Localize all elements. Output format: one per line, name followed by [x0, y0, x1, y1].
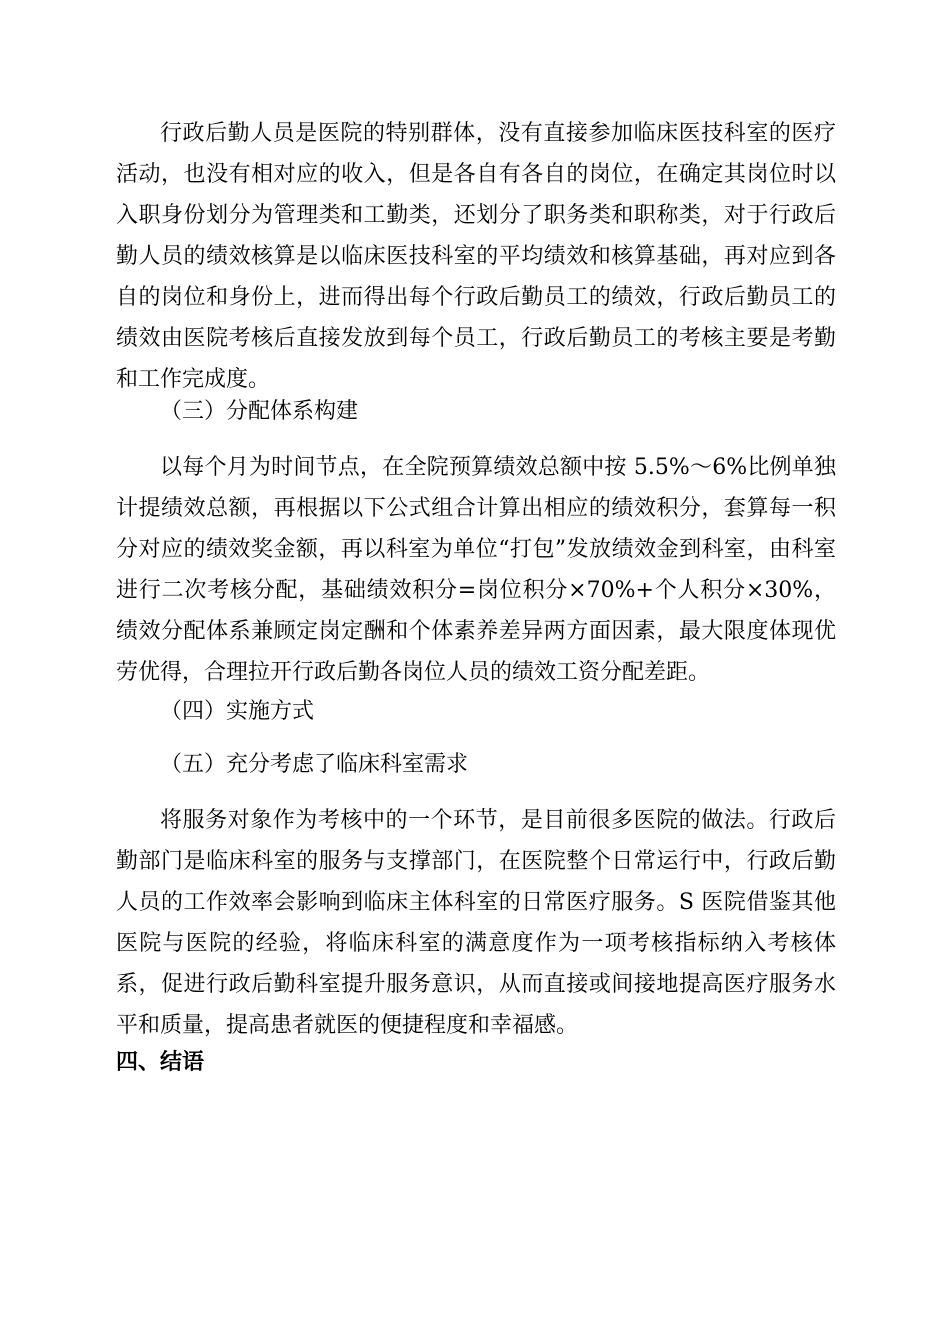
subheading-distribution-system: （三）分配体系构建	[160, 399, 359, 424]
paragraph-performance-accounting: 行政后勤人员是医院的特别群体，没有直接参加临床医技科室的医疗活动，也没有相对应的收入，但是各自有各自的岗位，在确定其岗位时以入职身份划分为管理类和工勤类，还划分了职务类和职称类，对于行政后勤人员的绩效核算是以临床医技科室的平均绩效和核算基础，再对应到各自的岗位和身份上，进而得出每个行政后勤员工的绩效，行政后勤员工的绩效由医院考核后直接发放到每个员工，行政后勤员工的考核主要是考勤和工作完成度。	[116, 121, 836, 392]
subheading-clinical-needs: （五）充分考虑了临床科室需求	[160, 752, 469, 777]
paragraph-service-evaluation: 将服务对象作为考核中的一个环节，是目前很多医院的做法。行政后勤部门是临床科室的服务与支撑部门，在医院整个日常运行中，行政后勤人员的工作效率会影响到临床主体科室的日常医疗服务。S 医院借鉴其他医院与医院的经验，将临床科室的满意度作为一项考核指标纳入考核体系，促进行政后勤科室提升服务意识，从而直接或间接地提高医疗服务水平和质量，提高患者就医的便捷程度和幸福感。	[116, 808, 836, 1038]
section-heading-conclusion: 四、结语	[116, 1050, 205, 1075]
subheading-implementation: （四）实施方式	[160, 699, 315, 724]
paragraph-distribution-formula: 以每个月为时间节点，在全院预算绩效总额中按 5.5%～6%比例单独计提绩效总额，再根据以下公式组合计算出相应的绩效积分，套算每一积分对应的绩效奖金额，再以科室为单位“打包”发放绩效金到科室，由科室进行二次考核分配，基础绩效积分=岗位积分×70%+个人积分×30%，绩效分配体系兼顾定岗定酬和个体素养差异两方面因素，最大限度体现优劳优得，合理拉开行政后勤各岗位人员的绩效工资分配差距。	[116, 455, 836, 685]
